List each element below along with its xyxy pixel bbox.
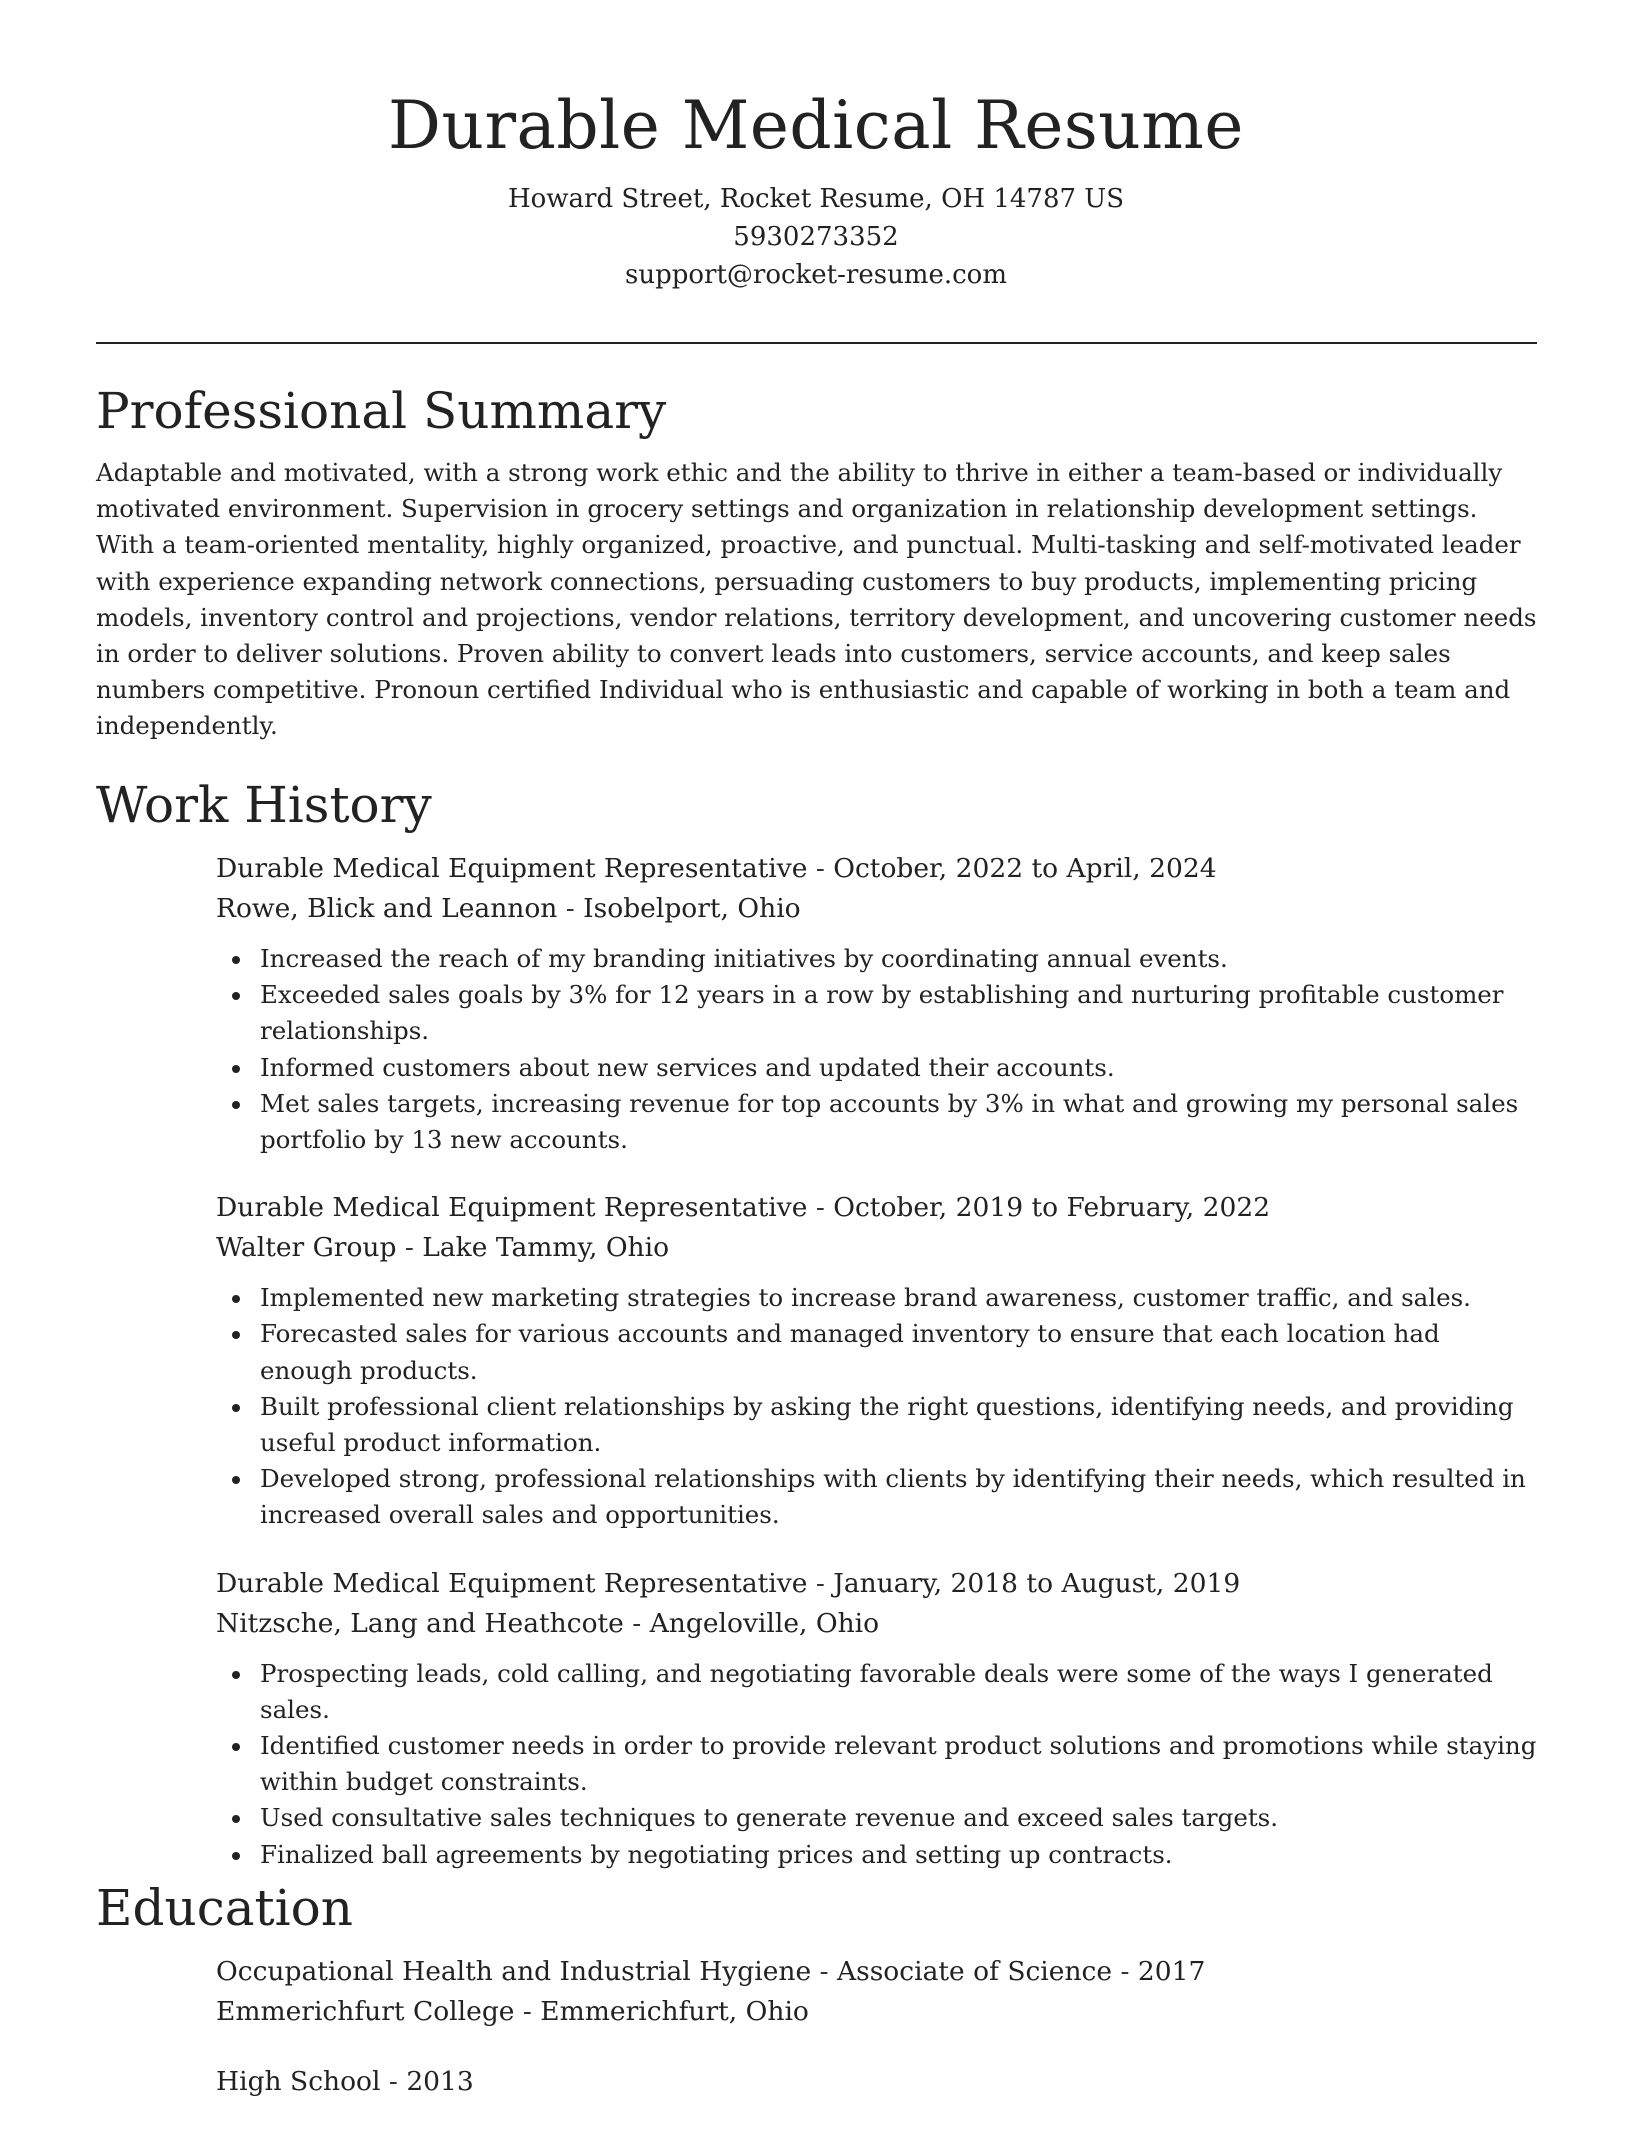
bullet-dot-icon <box>232 1331 240 1339</box>
bullet-dot-icon <box>232 1671 240 1679</box>
bullet-text: Implemented new marketing strategies to increase brand awareness, customer traffic, and sales. <box>260 1283 1471 1313</box>
education-location: Emmerichfurt, Ohio <box>540 1996 809 2027</box>
bullet-item <box>260 1656 1537 1728</box>
summary-text: Adaptable and motivated, with a strong work ethic and the ability to thrive in either a team-based or individually motivated environment. Supervision in grocery settings and organization in relationship development settings. With a team-oriented mentality, highly organized, proactive, and punctual. Multi-tasking and self-motivated leader with experience expanding network connections, persuading customers to buy products, implementing pricing models, inventory control and projections, vendor relations, territory development, and uncovering customer needs in order to deliver solutions. Proven ability to convert leads into customers, service accounts, and keep sales numbers competitive. Pronoun certified Individual who is enthusiastic and capable of working in both a team and independently. <box>96 458 1537 741</box>
job-location: Angeloville, Ohio <box>649 1607 880 1639</box>
summary-heading: Professional Summary <box>96 382 667 440</box>
bullet-text: Exceeded sales goals by 3% for 12 years in a row by establishing and nurturing profitable customer relationships. <box>260 980 1504 1046</box>
bullet-item <box>260 1389 1537 1461</box>
education-degree-line <box>216 1952 1537 1992</box>
separator: - <box>514 1996 541 2027</box>
work-history-list <box>216 849 1537 1873</box>
email-link[interactable]: support@rocket-resume.com <box>624 260 1007 290</box>
bullet-item <box>260 1086 1537 1158</box>
education-heading: Education <box>96 1879 353 1937</box>
separator: - <box>557 893 584 924</box>
education-year: 2017 <box>1137 1956 1206 1987</box>
education-school: Emmerichfurt College <box>216 1996 515 2027</box>
job-title-line <box>216 1564 1537 1604</box>
job-dates: January, 2018 to August, 2019 <box>833 1567 1241 1599</box>
bullet-text: Informed customers about new services and updated their accounts. <box>260 1052 1115 1082</box>
bullet-text: Forecasted sales for various accounts and managed inventory to ensure that each location had enough products. <box>260 1319 1440 1385</box>
job-title-line <box>216 849 1537 889</box>
job-entry <box>216 1564 1537 1873</box>
job-company-line <box>216 1604 1537 1644</box>
separator: - <box>811 1956 837 1987</box>
job-entry <box>216 849 1537 1158</box>
candidate-name: Durable Medical Resume <box>388 87 1244 164</box>
bullet-item <box>260 977 1537 1049</box>
bullet-text: Identified customer needs in order to provide relevant product solutions and promotions while staying within budget constraints. <box>260 1731 1537 1797</box>
bullet-item <box>260 1837 1537 1873</box>
separator: - <box>807 853 834 884</box>
bullet-text: Used consultative sales techniques to generate revenue and exceed sales targets. <box>260 1803 1279 1833</box>
bullet-dot-icon <box>232 1404 240 1412</box>
bullet-text: Met sales targets, increasing revenue for top accounts by 3% in what and growing my personal sales portfolio by 13 new accounts. <box>260 1088 1519 1155</box>
bullet-item <box>260 1800 1537 1836</box>
bullet-dot-icon <box>232 1476 240 1484</box>
resume-header <box>0 0 1632 294</box>
job-title-line <box>216 1188 1537 1228</box>
bullet-item <box>260 1461 1537 1533</box>
job-entry <box>216 1188 1537 1533</box>
bullet-text: Increased the reach of my branding initiatives by coordinating annual events. <box>260 944 1228 973</box>
bullet-dot-icon <box>232 1065 240 1073</box>
education-entry <box>216 1952 1537 2032</box>
job-role: Durable Medical Equipment Representative <box>216 1192 808 1224</box>
header-divider <box>96 342 1537 344</box>
bullet-text: Prospecting leads, cold calling, and negotiating favorable deals were some of the ways I generated sales. <box>260 1658 1493 1724</box>
bullet-dot-icon <box>232 1815 240 1823</box>
education-section <box>96 1878 1537 2132</box>
bullet-text: Built professional client relationships by asking the right questions, identifying needs, and providing useful product information. <box>260 1391 1514 1458</box>
separator: - <box>396 1232 423 1264</box>
job-role: Durable Medical Equipment Representative <box>216 1567 808 1599</box>
bullet-item <box>260 941 1537 977</box>
separator: - <box>807 1567 834 1599</box>
education-program: Occupational Health and Industrial Hygiene <box>216 1956 812 1987</box>
bullet-item <box>260 1316 1537 1388</box>
job-company-line <box>216 1228 1537 1268</box>
address-text: Howard Street, Rocket Resume, OH 14787 US <box>507 184 1125 214</box>
job-role: Durable Medical Equipment Representative <box>216 853 808 884</box>
education-entry <box>216 2062 1537 2102</box>
job-dates: October, 2022 to April, 2024 <box>833 853 1217 884</box>
separator: - <box>623 1607 650 1639</box>
education-program: High School <box>216 2066 381 2097</box>
bullet-item <box>260 1050 1537 1086</box>
job-location: Isobelport, Ohio <box>583 893 801 924</box>
bullet-dot-icon <box>232 956 240 964</box>
job-dates: October, 2019 to February, 2022 <box>833 1192 1271 1224</box>
bullet-dot-icon <box>232 992 240 1000</box>
bullet-item <box>260 1280 1537 1316</box>
summary-section <box>96 381 1537 745</box>
education-school-line <box>216 1992 1537 2032</box>
job-company: Rowe, Blick and Leannon <box>216 893 558 924</box>
work-history-section <box>96 775 1537 1903</box>
separator: - <box>1112 1956 1138 1987</box>
job-location: Lake Tammy, Ohio <box>422 1232 670 1264</box>
education-degree-line <box>216 2062 1537 2102</box>
bullet-dot-icon <box>232 1743 240 1751</box>
separator: - <box>807 1192 834 1224</box>
education-list <box>216 1952 1537 2102</box>
bullet-dot-icon <box>232 1295 240 1303</box>
bullet-text: Finalized ball agreements by negotiating prices and setting up contracts. <box>260 1839 1173 1869</box>
work-history-heading: Work History <box>96 776 432 834</box>
bullet-text: Developed strong, professional relationships with clients by identifying their needs, which resulted in increased overall sales and opportunities. <box>260 1464 1526 1530</box>
job-bullets <box>216 941 1537 1158</box>
bullet-dot-icon <box>232 1852 240 1860</box>
job-bullets <box>216 1656 1537 1873</box>
education-degree: Associate of Science <box>836 1956 1113 1987</box>
separator: - <box>380 2066 407 2097</box>
job-company: Walter Group <box>216 1232 397 1264</box>
phone-text: 5930273352 <box>733 222 899 252</box>
bullet-dot-icon <box>232 1101 240 1109</box>
education-year: 2013 <box>406 2066 474 2097</box>
job-company-line <box>216 889 1537 929</box>
contact-info <box>0 180 1632 294</box>
job-company: Nitzsche, Lang and Heathcote <box>216 1607 624 1639</box>
job-bullets <box>216 1280 1537 1533</box>
bullet-item <box>260 1728 1537 1800</box>
